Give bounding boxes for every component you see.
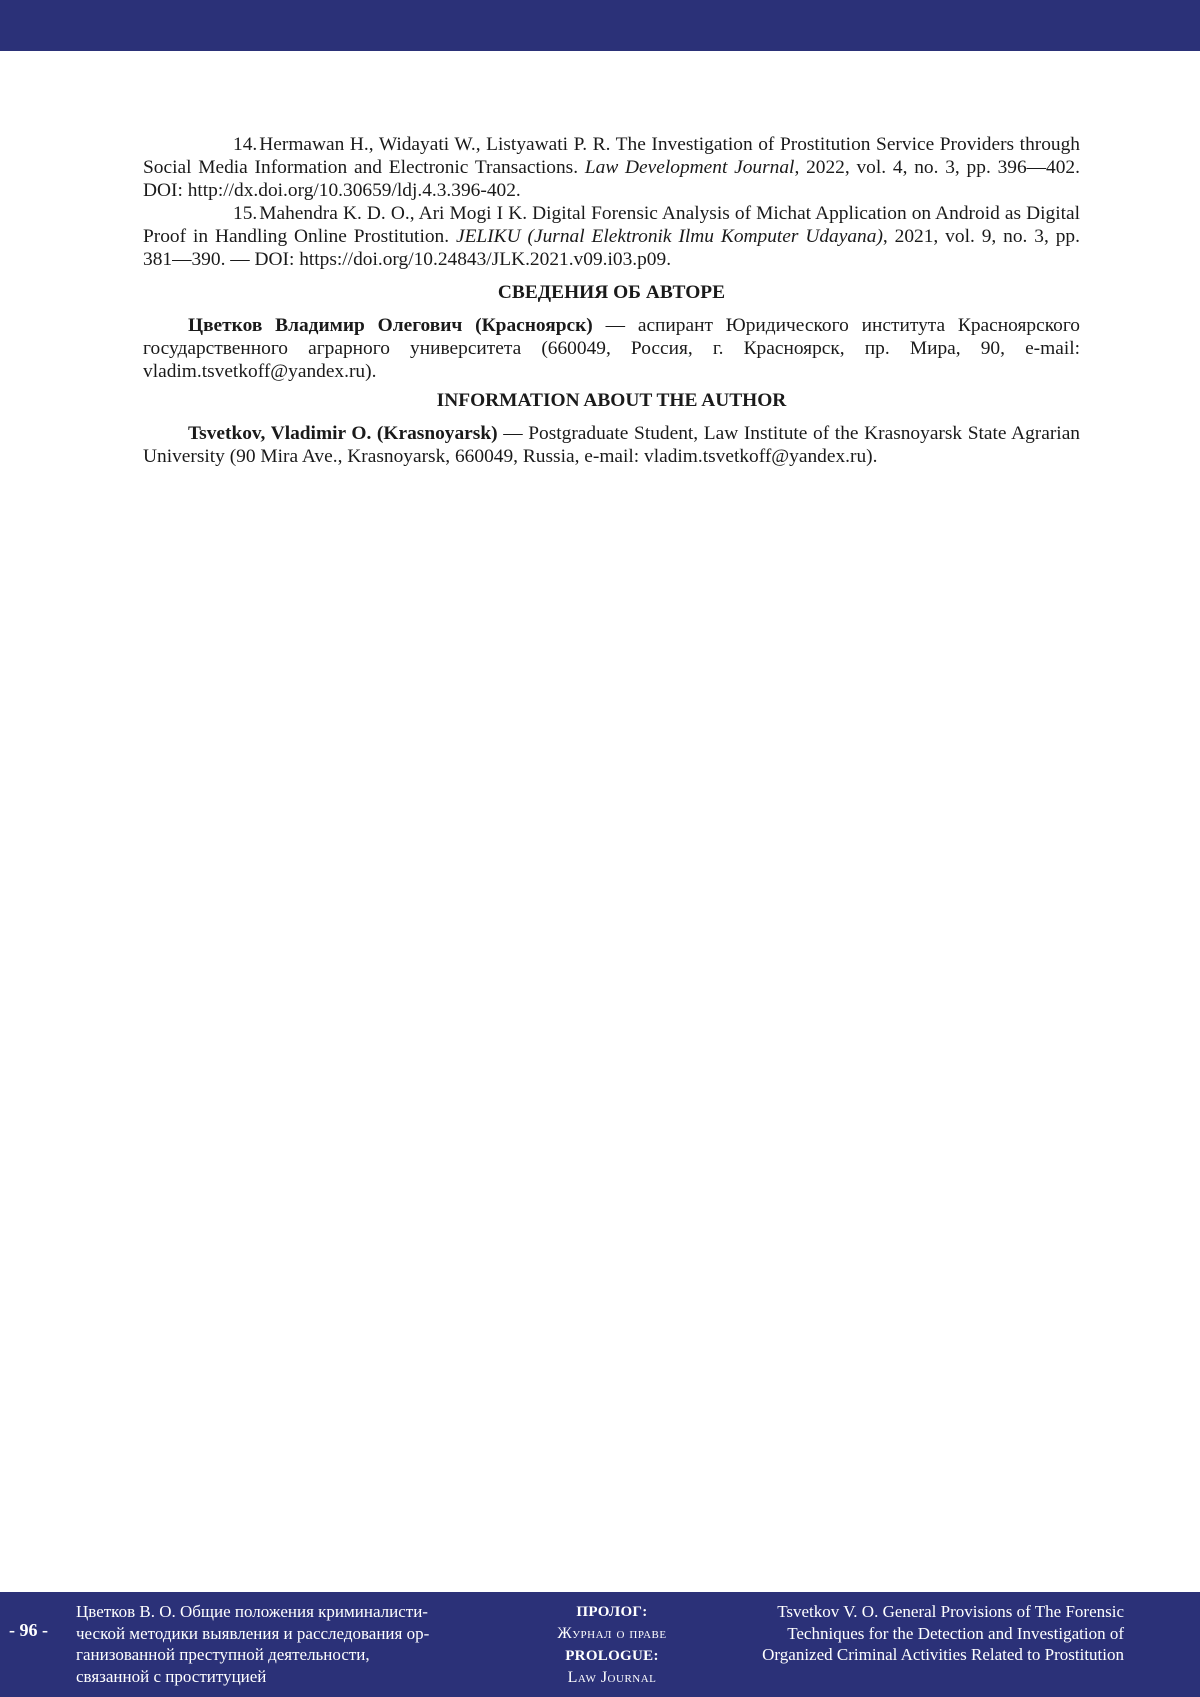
reference-journal: Law Development Journal [584, 157, 795, 178]
author-description-ru: — аспирант Юридического института Красноярского государственного аграрного университета (660049, Россия, г. Красноярск, пр. Мира, 90, e-mail: vladim.tsvetkoff@yandex.ru). [143, 315, 1080, 382]
reference-number: 14. [233, 134, 258, 155]
author-info-heading-ru: СВЕДЕНИЯ ОБ АВТОРЕ [497, 282, 726, 303]
page-footer [0, 1592, 1200, 1697]
reference-text: Mahendra K. D. O., Ari Mogi I K. Digital Forensic Analysis of Michat Application on Android as Digital Proof in Handling Online Prostitution. [143, 203, 1080, 247]
footer-article-title-en [704, 1601, 1124, 1666]
footer-ru-line: Цветков В. О. Общие положения криминалисти- [76, 1602, 428, 1621]
footer-en-line: Techniques for the Detection and Investigation of [787, 1623, 1124, 1643]
footer-en-line: Tsvetkov V. O. General Provisions of The Forensic [777, 1602, 1124, 1621]
author-name-en: Tsvetkov, Vladimir O. (Krasnoyarsk) [188, 423, 498, 444]
author-info-heading-en: INFORMATION ABOUT THE AUTHOR [436, 390, 787, 411]
footer-article-title-ru [76, 1601, 476, 1687]
footer-ru-line: ческой методики выявления и расследования ор- [76, 1623, 430, 1643]
journal-title-en: PROLOGUE: [565, 1648, 659, 1664]
author-info-ru [143, 314, 1080, 383]
page-number: - 96 - [9, 1620, 48, 1640]
reference-number: 15. [233, 203, 258, 224]
journal-subtitle-en: Law Journal [567, 1669, 657, 1686]
reference-item [143, 202, 1080, 271]
author-name-ru: Цветков Владимир Олегович (Красноярск) [188, 315, 593, 336]
author-description-en: — Postgraduate Student, Law Institute of the Krasnoyarsk State Agrarian University (90 Mira Ave., Krasnoyarsk, 660049, Russia, e-mail: vladim.tsvetkoff@yandex.ru). [143, 423, 1080, 467]
footer-ru-line: связанной с проституцией [76, 1666, 267, 1686]
journal-title-ru: ПРОЛОГ: [576, 1604, 648, 1620]
reference-details: , 2021, vol. 9, no. 3, pp. 381—390. — DOI: https://doi.org/10.24843/JLK.2021.v09.i03.p09. [143, 226, 1080, 270]
footer-ru-line: ганизованной преступной деятельности, [76, 1645, 370, 1664]
author-info-en [143, 422, 1080, 468]
reference-details: , 2022, vol. 4, no. 3, pp. 396—402. DOI: http://dx.doi.org/10.30659/ldj.4.3.396-402. [143, 157, 1080, 201]
journal-subtitle-ru: Журнал о праве [557, 1625, 667, 1642]
journal-name [512, 1601, 712, 1689]
footer-en-line: Organized Criminal Activities Related to Prostitution [762, 1645, 1124, 1664]
reference-item [143, 133, 1080, 202]
header-band [0, 0, 1200, 51]
reference-text: Hermawan H., Widayati W., Listyawati P. R. The Investigation of Prostitution Service Providers through Social Media Information and Electronic Transactions. [143, 134, 1080, 178]
page-content [143, 133, 1080, 468]
reference-journal: JELIKU (Jurnal Elektronik Ilmu Komputer Udayana) [455, 226, 883, 247]
